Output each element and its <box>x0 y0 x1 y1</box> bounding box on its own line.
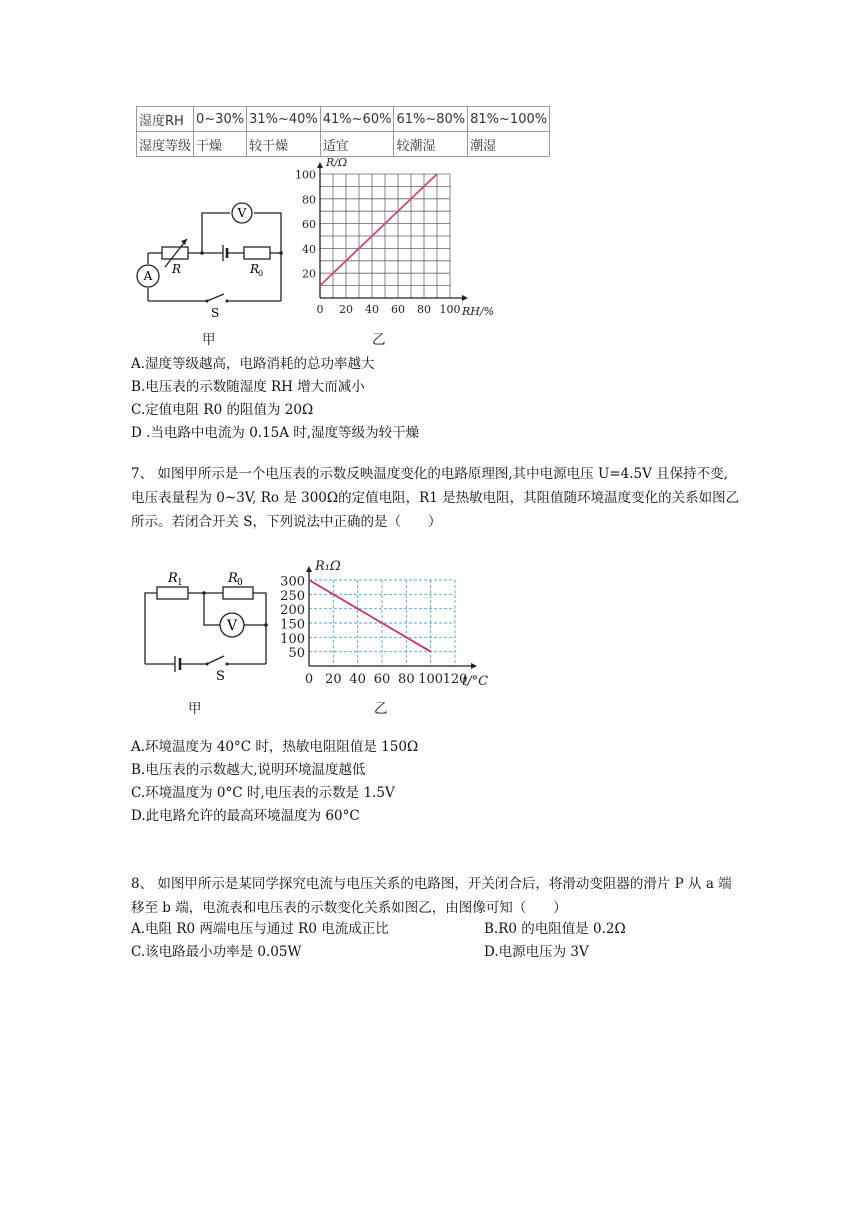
resistor-r0-label: R <box>228 571 238 586</box>
data-series-line <box>320 174 437 286</box>
resistor-r0-subscript: 0 <box>258 269 264 278</box>
q6-circuit-caption: 甲 <box>202 332 216 348</box>
q6-resistance-humidity-chart <box>295 150 510 320</box>
y-tick-label: 100 <box>280 631 305 647</box>
y-tick-label: 50 <box>288 646 305 662</box>
voltmeter-label: V <box>237 206 247 220</box>
x-tick-label: 0 <box>316 303 324 316</box>
table-cell: 0~30% <box>194 107 247 132</box>
x-tick-label: 0 <box>304 672 314 687</box>
table-cell: 适宜 <box>320 132 394 157</box>
q7-question-text: 7、 如图甲所示是一个电压表的示数反映温度变化的电路原理图,其中电源电压 U=4.5V 且保持不变,电压表量程为 0~3V, Ro 是 300Ω的定值电阻，R1 是热敏电阻，其阻值随环境温度变化的关系如图乙所示。若闭合开关 S，下列说法中正确的是（ ） <box>131 466 740 530</box>
table-cell: 31%~40% <box>247 107 321 132</box>
x-tick-label: 100 <box>439 303 461 316</box>
table-row <box>137 107 550 132</box>
q7-option-a: A.环境温度为 40°C 时，热敏电阻阻值是 150Ω <box>131 739 419 755</box>
q7-circuit-caption: 甲 <box>188 701 202 717</box>
y-axis-label: R/Ω <box>326 156 348 169</box>
resistor-r1-subscript: 1 <box>177 578 183 588</box>
q8-option-a: A.电阻 R0 两端电压与通过 R0 电流成正比 <box>131 921 389 937</box>
x-tick-label: 20 <box>325 672 342 687</box>
table-cell: 湿度等级 <box>137 132 194 157</box>
y-tick-label: 80 <box>302 193 316 207</box>
resistor-r0-subscript: 0 <box>237 578 243 588</box>
y-tick-label: 60 <box>302 218 316 232</box>
q7-option-b: B.电压表的示数越大,说明环境温度越低 <box>131 762 366 778</box>
y-axis-label: R₁Ω <box>315 559 341 574</box>
x-axis-arrow <box>471 663 477 669</box>
table-cell: 41%~60% <box>320 107 394 132</box>
q8-option-c: C.该电路最小功率是 0.05W <box>131 944 302 960</box>
x-axis-label: RH/% <box>462 305 495 318</box>
q7-option-d: D.此电路允许的最高环境温度为 60°C <box>131 808 360 824</box>
q8-question-text: 8、 如图甲所示是某同学探究电流与电压关系的电路图，开关闭合后，将滑动变阻器的滑片 P 从 a 端移至 b 端，电流表和电压表的示数变化关系如图乙，由图像可知（ ） <box>131 876 732 916</box>
resistor-r0-label: R <box>250 262 260 276</box>
x-axis-label: t/°C <box>462 674 489 689</box>
x-tick-label: 20 <box>339 303 353 316</box>
y-tick-label: 100 <box>295 168 316 182</box>
y-tick-label: 20 <box>302 267 316 281</box>
y-axis-arrow <box>317 162 323 168</box>
q6-option-a: A.湿度等级越高，电路消耗的总功率越大 <box>131 356 375 372</box>
q7-option-c: C.环境温度为 0°C 时,电压表的示数是 1.5V <box>131 785 395 801</box>
y-axis-arrow <box>306 566 312 572</box>
resistor-r-label: R <box>172 262 182 276</box>
q6-graph-caption: 乙 <box>372 332 386 348</box>
q7-resistance-temperature-chart <box>272 540 502 690</box>
table-cell: 61%~80% <box>394 107 468 132</box>
x-tick-label: 80 <box>417 303 431 316</box>
table-cell: 81%~100% <box>468 107 550 132</box>
y-tick-label: 40 <box>302 242 316 256</box>
y-tick-label: 300 <box>280 574 305 590</box>
q6-circuit-diagram <box>130 190 300 320</box>
q8-option-d: D.电源电压为 3V <box>484 944 589 960</box>
x-tick-label: 60 <box>373 672 391 687</box>
table-cell: 较潮湿 <box>394 132 468 157</box>
voltmeter-label: V <box>226 618 238 634</box>
switch-label: S <box>211 306 220 320</box>
table-cell: 潮湿 <box>468 132 550 157</box>
q8-option-b: B.R0 的电阻值是 0.2Ω <box>484 921 626 937</box>
x-tick-label: 120 <box>442 672 468 687</box>
resistor-r1-label: R <box>168 571 178 586</box>
x-tick-label: 80 <box>398 672 415 687</box>
x-tick-label: 40 <box>349 672 366 687</box>
table-cell: 较干燥 <box>247 132 321 157</box>
q6-option-c: C.定值电阻 R0 的阻值为 20Ω <box>131 402 314 418</box>
q7-circuit-diagram <box>130 560 280 685</box>
y-tick-label: 250 <box>280 588 305 604</box>
table-cell: 湿度RH <box>137 107 194 132</box>
q6-option-d: D .当电路中电流为 0.15A 时,湿度等级为较干燥 <box>131 425 420 441</box>
q7-graph-caption: 乙 <box>374 701 388 717</box>
y-tick-label: 150 <box>280 617 305 633</box>
table-cell: 干燥 <box>194 132 247 157</box>
x-axis-arrow <box>462 295 468 301</box>
ammeter-label: A <box>143 269 153 283</box>
switch-label: S <box>216 669 225 684</box>
y-tick-label: 200 <box>280 603 305 619</box>
x-tick-label: 40 <box>365 303 379 316</box>
x-tick-label: 60 <box>391 303 405 316</box>
q6-option-b: B.电压表的示数随湿度 RH 增大而减小 <box>131 379 365 395</box>
x-tick-label: 100 <box>418 672 444 687</box>
data-series-line <box>309 580 431 652</box>
